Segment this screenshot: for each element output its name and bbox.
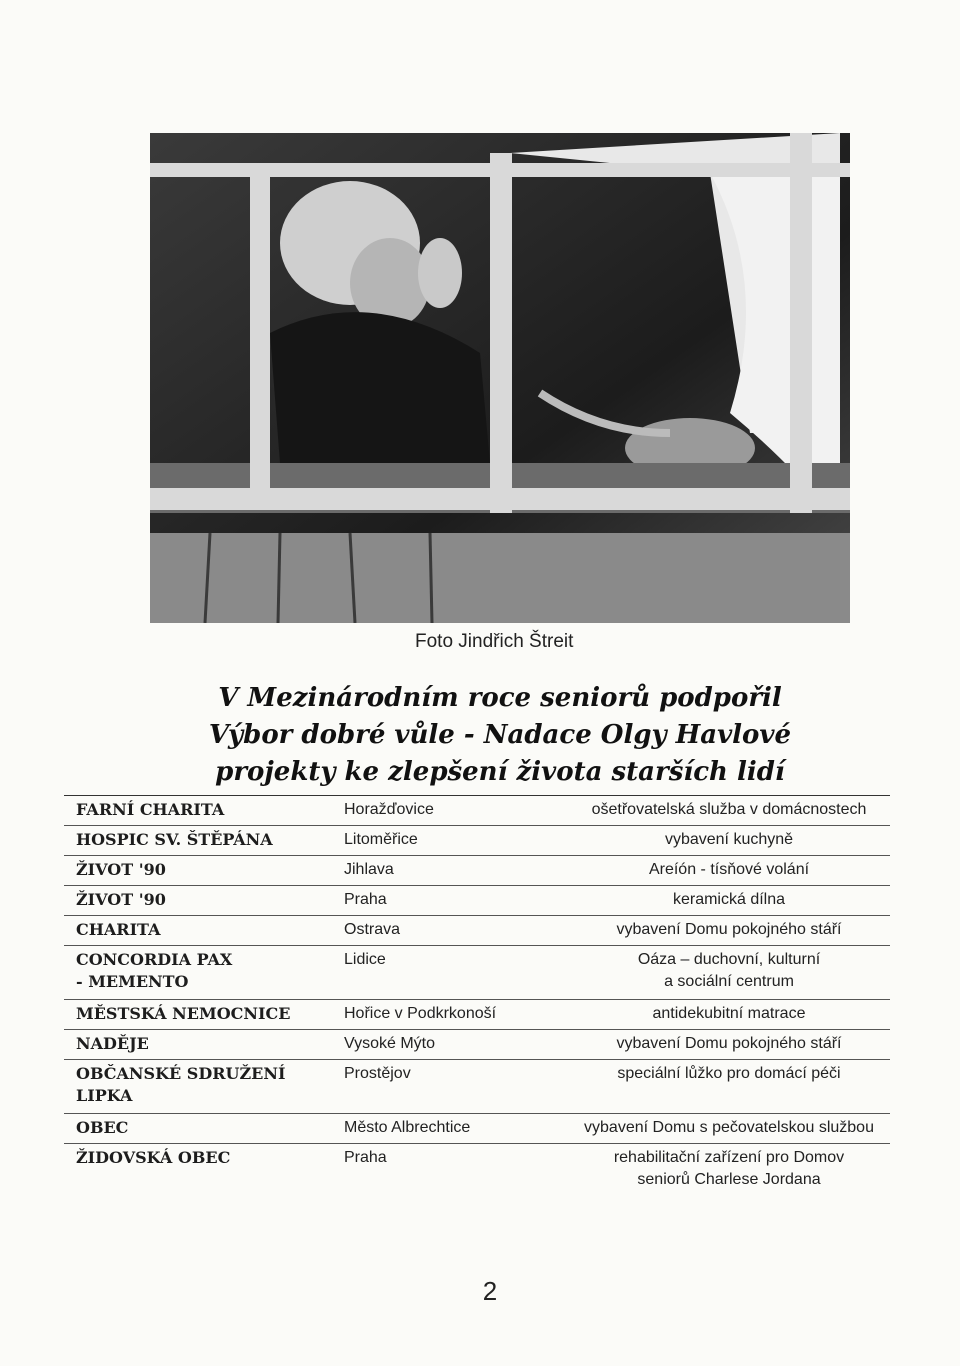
org-name-line: CONCORDIA PAX: [76, 950, 233, 969]
org-name-line: ŽIDOVSKÁ OBEC: [76, 1148, 231, 1167]
photo-elderly-woman-telephone-icon: [150, 133, 850, 623]
project-description-line: speciální lůžko pro domácí péči: [617, 1065, 841, 1082]
headline-line-3: projekty ke zlepšení života starších lidí: [215, 757, 785, 787]
table-row: [64, 826, 890, 856]
org-name-line: OBEC: [76, 1118, 129, 1137]
project-description-line: antidekubitní matrace: [652, 1005, 806, 1022]
city: Jihlava: [344, 861, 394, 878]
org-name: [64, 919, 330, 941]
table-row: [64, 856, 890, 886]
project-description-line: vybavení Domu s pečovatelskou službou: [584, 1119, 874, 1136]
org-name-line: MĚSTSKÁ NEMOCNICE: [76, 1004, 291, 1023]
org-name-line: HOSPIC SV. ŠTĚPÁNA: [76, 830, 273, 849]
table-row: [64, 796, 890, 826]
project-description: [568, 949, 890, 993]
city: Horažďovice: [344, 801, 434, 818]
project-description: [568, 1063, 890, 1085]
project-description: [568, 799, 890, 821]
table-row: [64, 1030, 890, 1060]
city: Vysoké Mýto: [344, 1035, 435, 1052]
table-row: [64, 1114, 890, 1144]
project-description-line: seniorů Charlese Jordana: [637, 1171, 821, 1188]
table-row: [64, 1000, 890, 1030]
project-description-line: Areíón - tísňové volání: [648, 861, 810, 878]
project-description: [568, 1033, 890, 1055]
org-name-line: - MEMENTO: [76, 972, 189, 991]
org-name: [64, 799, 330, 821]
page-number: 2: [482, 1276, 498, 1306]
headline: [150, 680, 850, 791]
project-description-line: vybavení Domu pokojného stáří: [616, 1035, 842, 1052]
org-name: [64, 949, 330, 993]
org-name: [64, 889, 330, 911]
project-description-line: rehabilitační zařízení pro Domov: [613, 1149, 845, 1166]
photo-credit: Foto Jindřich Štreit: [415, 631, 574, 652]
org-name-line: ŽIVOT '90: [76, 860, 166, 879]
project-description-line: ošetřovatelská služba v domácnostech: [591, 801, 867, 818]
project-description: [568, 1003, 890, 1025]
org-name-line: CHARITA: [76, 920, 161, 939]
org-name-line: ŽIVOT '90: [76, 890, 166, 909]
project-description: [568, 919, 890, 941]
grant-table: [64, 795, 890, 1197]
table-row: [64, 886, 890, 916]
city: Hořice v Podkrkonoší: [344, 1005, 497, 1022]
table-row: [64, 1060, 890, 1114]
org-name-line: NADĚJE: [76, 1034, 149, 1053]
org-name: [64, 829, 330, 851]
table-row: [64, 1144, 890, 1197]
city: Lidice: [344, 951, 386, 968]
table-row: [64, 946, 890, 1000]
project-description: [568, 859, 890, 881]
photo: [150, 133, 850, 623]
org-name: [64, 1063, 330, 1107]
city: Litoměřice: [344, 831, 418, 848]
project-description: [568, 829, 890, 851]
org-name: [64, 1003, 330, 1025]
project-description: [568, 1147, 890, 1191]
city: Prostějov: [344, 1065, 411, 1082]
project-description: [568, 1117, 890, 1139]
headline-line-1: V Mezinárodním roce seniorů podpořil: [218, 683, 782, 713]
city: Praha: [344, 1149, 387, 1166]
project-description: [568, 889, 890, 911]
org-name-line: FARNÍ CHARITA: [76, 800, 225, 819]
org-name-line: OBČANSKÉ SDRUŽENÍ: [76, 1064, 286, 1083]
project-description-line: vybavení Domu pokojného stáří: [616, 921, 842, 938]
table-row: [64, 916, 890, 946]
org-name: [64, 859, 330, 881]
city: Ostrava: [344, 921, 401, 938]
headline-line-2: Výbor dobré vůle - Nadace Olgy Havlové: [208, 720, 792, 750]
project-description-line: keramická dílna: [672, 891, 786, 908]
project-description-line: vybavení kuchyně: [664, 831, 794, 848]
org-name: [64, 1147, 330, 1169]
org-name: [64, 1117, 330, 1139]
project-description-line: Oáza – duchovní, kulturní: [637, 951, 821, 968]
project-description-line: a sociální centrum: [664, 973, 794, 990]
city: Praha: [344, 891, 387, 908]
city: Město Albrechtice: [344, 1119, 471, 1136]
org-name: [64, 1033, 330, 1055]
org-name-line: LIPKA: [76, 1086, 133, 1105]
